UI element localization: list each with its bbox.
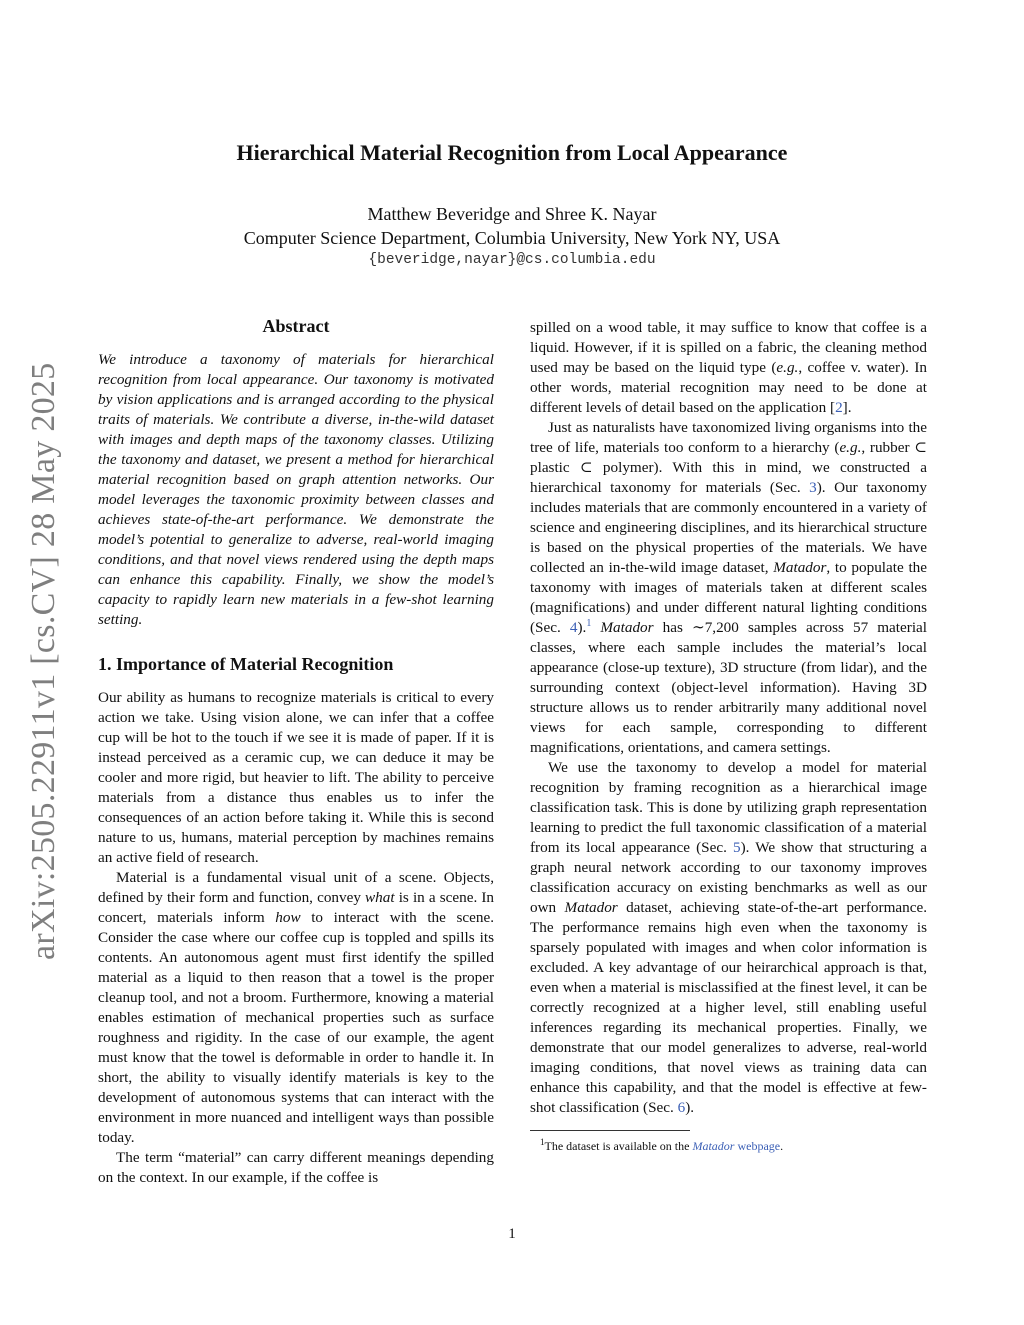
arxiv-identifier: arXiv:2505.22911v1 [cs.CV] 28 May 2025 xyxy=(25,362,62,960)
text-run: The dataset is available on the xyxy=(544,1139,693,1153)
text-run: , to populate the taxonomy with images of materials taken at different scales (magnifications) and under different natural lighting conditions (Sec. xyxy=(530,559,927,636)
text-run: Just as naturalists have taxonomized living organisms into the tree of life, materials too conform to a hierarchy ( xyxy=(530,419,927,456)
text-run: ). xyxy=(577,619,587,636)
text-run: ). We show that structuring a graph neural network according to our taxonomy improves classification accuracy on existing benchmarks as well as our own xyxy=(530,839,927,916)
section-link[interactable]: 4 xyxy=(569,619,578,636)
text-run: Material is a fundamental visual unit of a scene. Objects, defined by their form and function, convey xyxy=(98,869,494,906)
abstract-heading: Abstract xyxy=(262,316,330,336)
footnote xyxy=(530,1139,927,1154)
footnote-divider xyxy=(530,1130,690,1131)
text-run: . xyxy=(780,1139,784,1153)
emphasis: e.g. xyxy=(776,359,799,376)
footnote-mark: 1 xyxy=(540,1137,545,1147)
footnote-marker[interactable]: 1 xyxy=(586,617,592,629)
section-link[interactable]: 5 xyxy=(733,839,741,856)
text-run: We use the taxonomy to develop a model for material recognition by framing recognition as a hierarchical image classification task. This is done by utilizing graph representation learning to predict the full taxonomic classification of a material from its local appearance (Sec. xyxy=(530,759,927,856)
paragraph: The term “material” can carry different meanings depending on the context. In our example, if the coffee is xyxy=(98,1149,494,1186)
text-run: ]. xyxy=(842,399,852,416)
text-run: ). xyxy=(685,1099,695,1116)
text-run: , rubber ⊂ plastic ⊂ polymer). With this in mind, we constructed a hierarchical taxonomy for materials (Sec. xyxy=(530,439,927,496)
citation-link[interactable]: 2 xyxy=(835,399,843,416)
emphasis: Matador xyxy=(600,619,654,636)
emphasis: Matador xyxy=(773,559,827,576)
emphasis: Matador xyxy=(564,899,618,916)
paragraph xyxy=(530,318,927,418)
text-run: to interact with the scene. Consider the case where our coffee cup is toppled and spills its contents. An autonomous agent must first identify the spilled material as a liquid to then reason that a towel is the proper cleanup tool, and not a broom. Furthermore, knowing a material enables estimation of mechanical properties such as surface roughness and rigidity. In the case of our example, the agent must know that the towel is deformable in order to handle it. In short, the ability to visually identify materials is key to the development of autonomous systems that can interact with the environment in more nuanced and intelligent ways than possible today. xyxy=(98,909,494,1146)
dataset-link[interactable]: Matador xyxy=(692,1139,735,1153)
text-run: has ∼7,200 samples across 57 material classes, where each sample includes the material’s local appearance (close-up texture), 3D structure (from lidar), and the surrounding context (object-level information). Having 3D structure allows us to render arbitrarily many additional novel views for each sample, corresponding to different magnifications, orientations, and camera settings. xyxy=(530,619,927,756)
right-column xyxy=(530,318,927,1154)
author-email: {beveridge,nayar}@cs.columbia.edu xyxy=(368,252,656,268)
abstract-text: We introduce a taxonomy of materials for hierarchical recognition from local appearance. Our taxonomy is motivated by vision applications and is arranged according to the physical traits of materials. We contribute a diverse, in-the-wild dataset with images and depth maps of the taxonomy classes. Utilizing the taxonomy and dataset, we present a method for hierarchical material recognition based on graph attention networks. Our model leverages the taxonomic proximity between classes and achieves state-of-the-art performance. We demonstrate the model’s potential to generalize to adverse, real-world imaging conditions, and that novel views rendered using the depth maps can enhance this capability. Finally, we show the model’s capacity to rapidly learn new materials in a few-shot learning setting. xyxy=(98,351,494,628)
emphasis: how xyxy=(275,909,301,926)
paragraph xyxy=(98,868,494,1148)
text-run: is in a scene. In concert, materials inform xyxy=(98,889,494,926)
paragraph: Our ability as humans to recognize materials is critical to every action we take. Using vision alone, we can infer that a coffee cup will be hot to the touch if we see it is made of paper. If it is instead perceived as a ceramic cup, we can deduce it may be cooler and more rigid, but heavier to lift. The ability to perceive materials from a distance thus enables us to infer the consequences of an action before taking it. While this is second nature to us, humans, material perception by machines remains an active field of research. xyxy=(98,689,494,866)
paragraph xyxy=(530,418,927,758)
page-number: 1 xyxy=(508,1226,516,1242)
emphasis: what xyxy=(365,889,395,906)
text-run: ). Our taxonomy includes materials that are commonly encountered in a variety of science and engineering disciplines, and its hierarchical structure is based on the physical properties of the materials. We have collected an in-the-wild image dataset, xyxy=(530,479,927,576)
author-block xyxy=(0,202,1024,250)
text-run: , coffee v. water). In other words, material recognition may need to be done at different levels of detail based on the application [ xyxy=(530,359,927,416)
section-heading: 1. Importance of Material Recognition xyxy=(98,654,394,674)
paragraph xyxy=(530,758,927,1118)
webpage-link[interactable]: webpage xyxy=(734,1139,781,1153)
text-run: spilled on a wood table, it may suffice to know that coffee is a liquid. However, if it is spilled on a fabric, the cleaning method used may be based on the liquid type ( xyxy=(530,319,927,376)
left-column xyxy=(98,316,494,1188)
paper-title: Hierarchical Material Recognition from Local Appearance xyxy=(236,140,788,165)
section-link[interactable]: 3 xyxy=(809,479,817,496)
section-link[interactable]: 6 xyxy=(677,1099,686,1116)
author-names: Matthew Beveridge and Shree K. Nayar xyxy=(367,204,657,224)
author-affiliation: Computer Science Department, Columbia University, New York NY, USA xyxy=(243,228,781,248)
emphasis: e.g. xyxy=(839,439,862,456)
text-run: dataset, achieving state-of-the-art performance. The performance remains high even when the taxonomy is sparsely populated with images and when color information is excluded. A key advantage of our heirarchical approach is that, even when a material is misclassified at the finest level, it can be correctly recognized at a higher level, still enabling useful inferences regarding its mechanical properties. Finally, we demonstrate that our model generalizes to adverse, real-world imaging conditions, that novel views as training data can enhance this capability, and that the model is effective at few-shot classification (Sec. xyxy=(530,899,927,1116)
